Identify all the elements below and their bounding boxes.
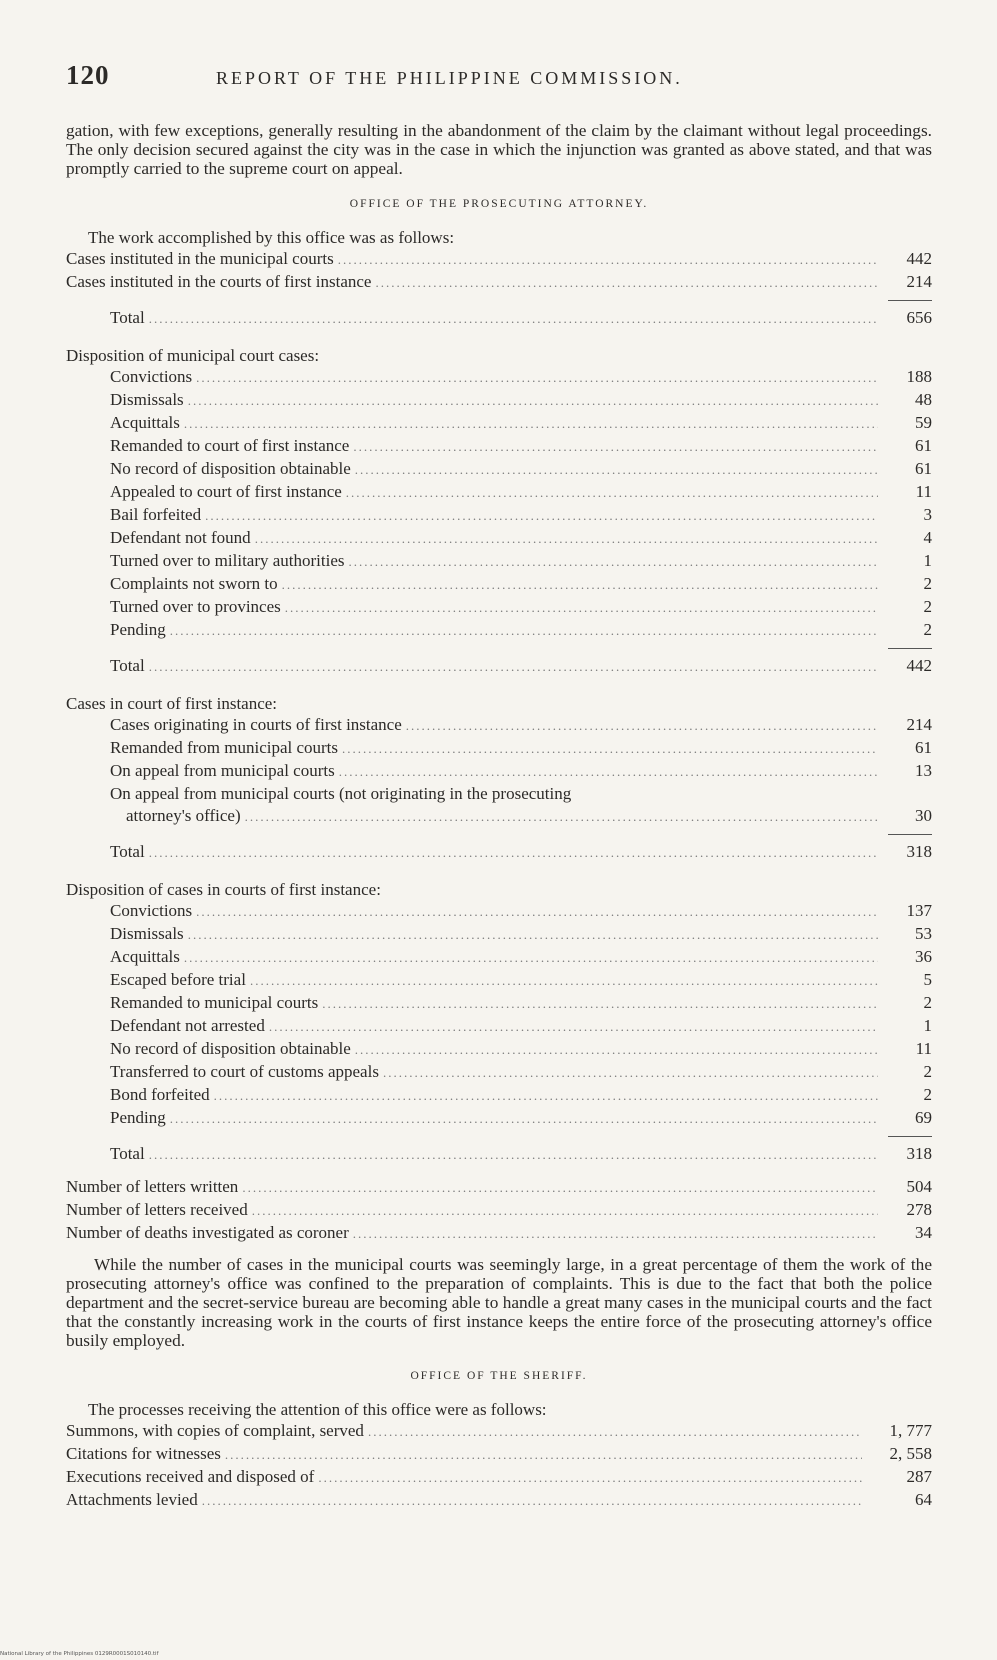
table-row: Complaints not sworn to ..... 2 [66, 573, 932, 596]
table-row: On appeal from municipal courts (not originating in the prosecuting attorney's office) ..... 30 [66, 783, 932, 828]
total-rule [888, 300, 932, 301]
table-row: Acquittals ..... 36 [66, 946, 932, 969]
table-row: Appealed to court of first instance ..... 11 [66, 481, 932, 504]
table-row: Cases instituted in the courts of first instance ..... 214 [66, 271, 932, 294]
table-row: Acquittals ..... 59 [66, 412, 932, 435]
table-row: Citations for witnesses ..... 2, 558 [66, 1443, 932, 1466]
cfi-disposition-heading: Disposition of cases in courts of first instance: [66, 880, 381, 899]
total-rule [888, 648, 932, 649]
total-row: Total ..... 318 [66, 1143, 932, 1166]
page-number: 120 [66, 60, 110, 90]
table-row: No record of disposition obtainable ..... 11 [66, 1038, 932, 1061]
total-row: Total ..... 442 [66, 655, 932, 678]
table-row: Summons, with copies of complaint, served ..... 1, 777 [66, 1420, 932, 1443]
table-row: Dismissals ..... 53 [66, 923, 932, 946]
total-rule [888, 834, 932, 835]
table-row: Turned over to provinces ..... 2 [66, 596, 932, 619]
page-header [66, 60, 932, 91]
table-row: Remanded to court of first instance ..... 61 [66, 435, 932, 458]
table-row: Bond forfeited ..... 2 [66, 1084, 932, 1107]
table-row: Executions received and disposed of ..... 287 [66, 1466, 932, 1489]
table-row: Remanded to municipal courts ..... 2 [66, 992, 932, 1015]
table-row: Convictions ..... 188 [66, 366, 932, 389]
running-title: REPORT OF THE PHILIPPINE COMMISSION. [216, 68, 683, 88]
table-row: Pending ..... 2 [66, 619, 932, 642]
table-row: Defendant not found ..... 4 [66, 527, 932, 550]
sheriff-heading: OFFICE OF THE SHERIFF. [410, 1370, 588, 1382]
prosecuting-intro: The work accomplished by this office was as follows: [88, 228, 455, 247]
opening-paragraph: gation, with few exceptions, generally resulting in the abandonment of the claim by the claimant without legal proceedings. The only decision secured against the city was in the case in which the injunction was granted as above stated, and that was promptly carried to the supreme court on appeal. [66, 121, 932, 178]
table-row: Escaped before trial ..... 5 [66, 969, 932, 992]
hanging-line-1: On appeal from municipal courts (not originating in the prosecuting [110, 784, 572, 803]
municipal-heading: Disposition of municipal court cases: [66, 346, 320, 365]
table-row: No record of disposition obtainable ..... 61 [66, 458, 932, 481]
table-row: Bail forfeited ..... 3 [66, 504, 932, 527]
table-row: Remanded from municipal courts ..... 61 [66, 737, 932, 760]
table-row: Cases originating in courts of first instance ..... 214 [66, 714, 932, 737]
sheriff-intro: The processes receiving the attention of this office were as follows: [88, 1400, 547, 1419]
scan-footer: National Library of the Philippines 0129R0001S010140.tif [0, 1651, 159, 1657]
prosecuting-heading: OFFICE OF THE PROSECUTING ATTORNEY. [349, 198, 649, 210]
table-row: Defendant not arrested ..... 1 [66, 1015, 932, 1038]
table-row: Number of letters received ..... 278 [66, 1199, 932, 1222]
report-page [66, 60, 932, 1512]
table-row: Transferred to court of customs appeals ..... 2 [66, 1061, 932, 1084]
table-row: On appeal from municipal courts ..... 13 [66, 760, 932, 783]
table-row: Cases instituted in the municipal courts ..... 442 [66, 248, 932, 271]
table-row: Pending ..... 69 [66, 1107, 932, 1130]
closing-paragraph: While the number of cases in the municipal courts was seemingly large, in a great percentage of them the work of the prosecuting attorney's office was confined to the preparation of complaints. This is due to the fact that both the police department and the secret-service bureau are becoming able to handle a great many cases in the municipal courts and the fact that the constantly increasing work in the courts of first instance keeps the entire force of the prosecuting attorney's office busily employed. [66, 1255, 932, 1350]
total-rule [888, 1136, 932, 1137]
cfi-heading: Cases in court of first instance: [66, 694, 278, 713]
table-row: Attachments levied ..... 64 [66, 1489, 932, 1512]
table-row: Convictions ..... 137 [66, 900, 932, 923]
table-row: Dismissals ..... 48 [66, 389, 932, 412]
table-row: Number of deaths investigated as coroner ..... 34 [66, 1222, 932, 1245]
table-row: Number of letters written ..... 504 [66, 1176, 932, 1199]
table-row: Turned over to military authorities ..... 1 [66, 550, 932, 573]
total-row: Total ..... 656 [66, 307, 932, 330]
total-row: Total ..... 318 [66, 841, 932, 864]
